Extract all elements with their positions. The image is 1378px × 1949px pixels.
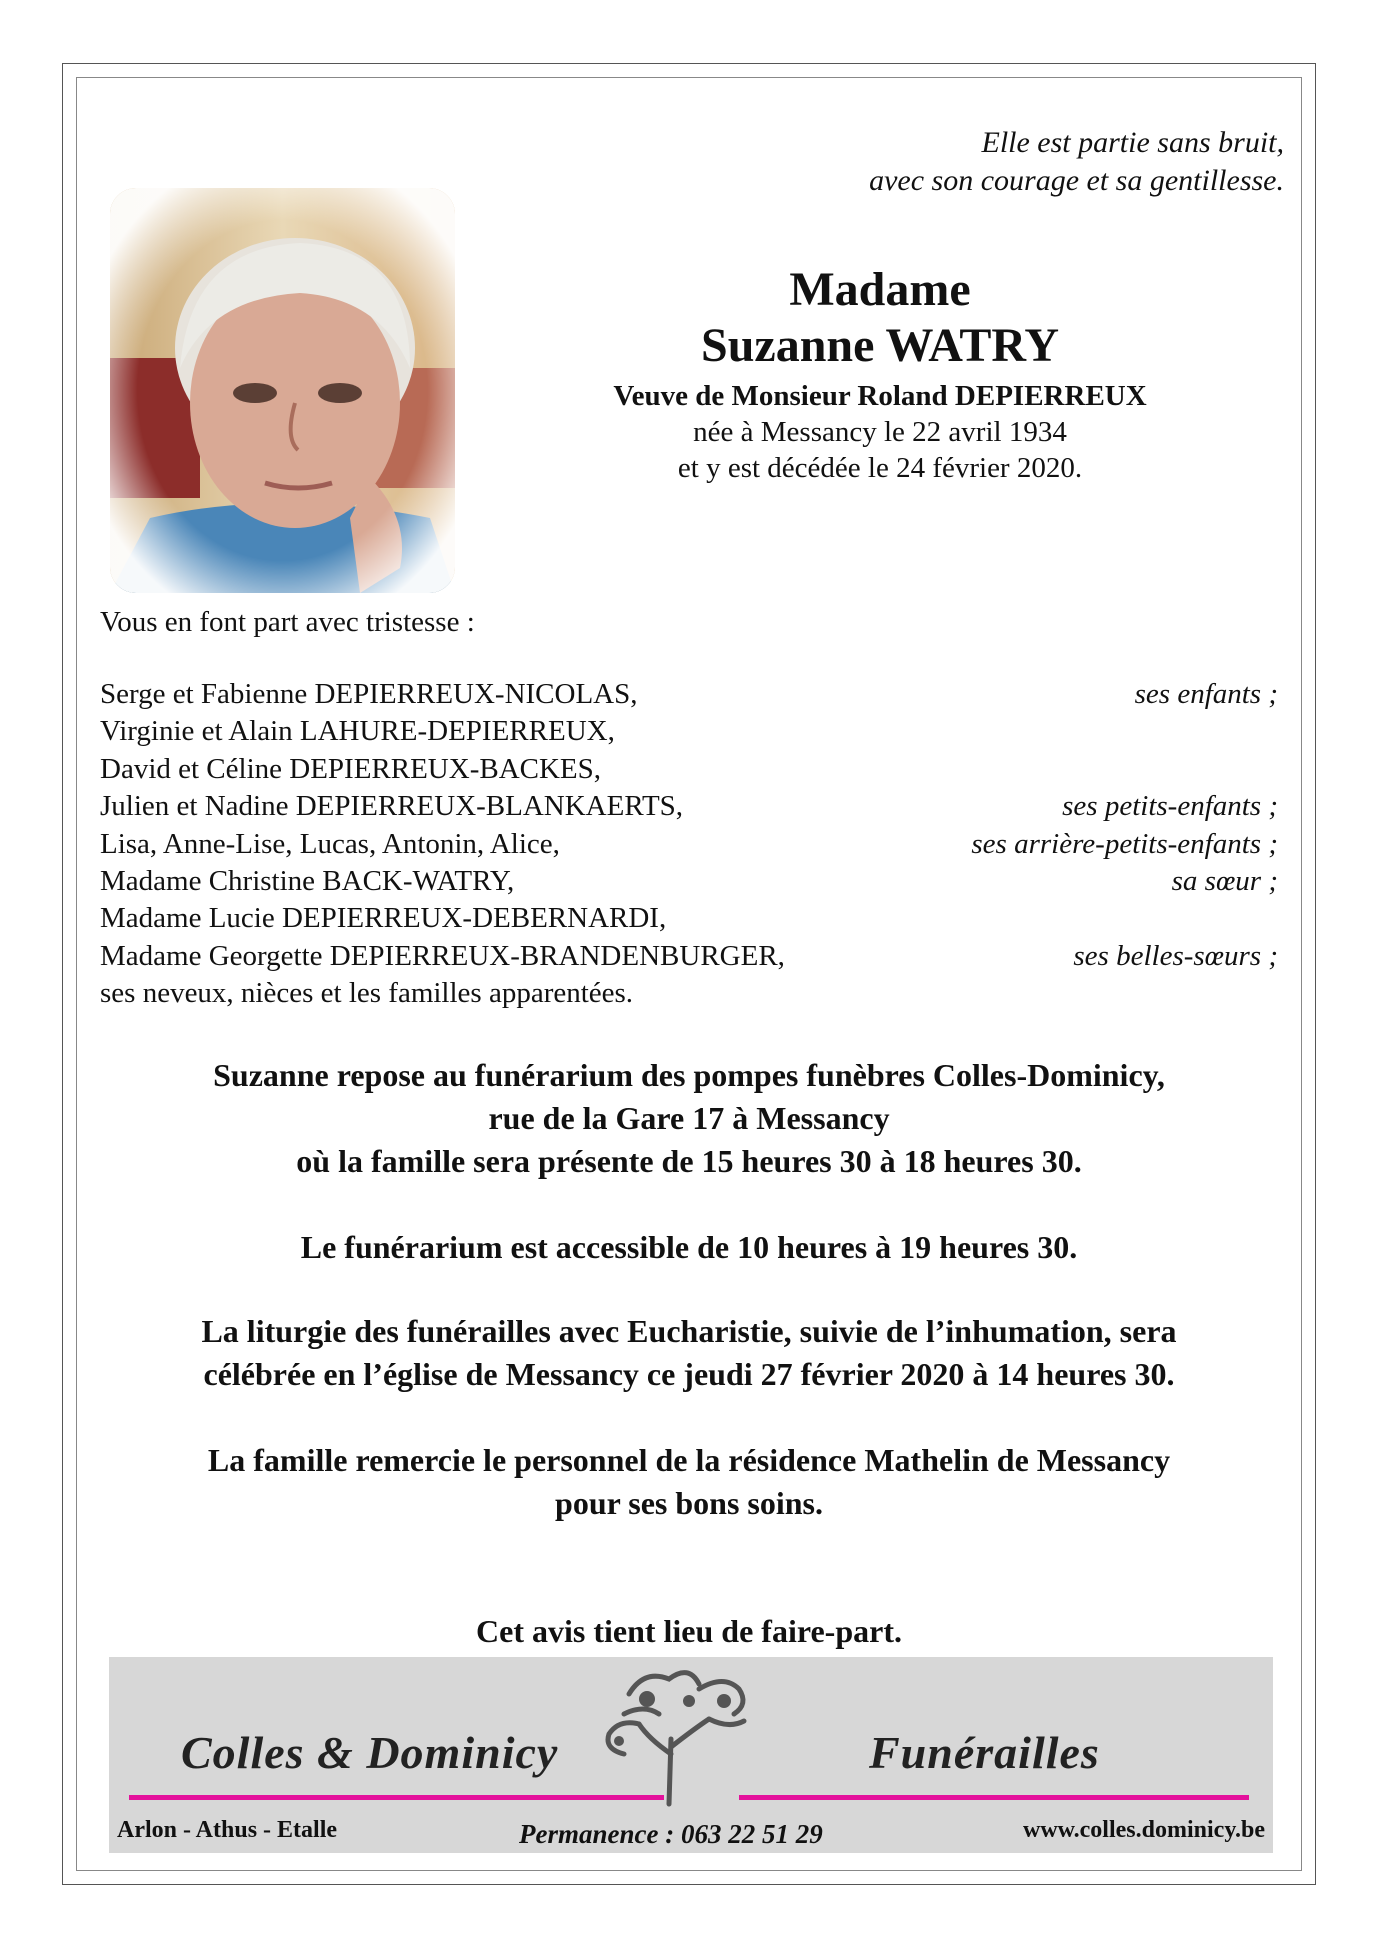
family-relation: ses enfants ; — [1134, 678, 1278, 710]
family-row — [100, 900, 1278, 937]
family-member-name: David et Céline DEPIERREUX-BACKES, — [100, 752, 602, 785]
portrait-photo — [110, 188, 455, 593]
family-row — [100, 863, 1278, 900]
rest-line-1: Suzanne repose au funérarium des pompes funèbres Colles-Dominicy, — [213, 1057, 1165, 1093]
liturgy-line-2: célébrée en l’église de Messancy ce jeudi 27 février 2020 à 14 heures 30. — [203, 1356, 1175, 1392]
website-link[interactable]: www.colles.dominicy.be — [1022, 1817, 1265, 1843]
brand-name: Colles & Dominicy — [181, 1727, 559, 1778]
family-relation: sa sœur ; — [1171, 864, 1278, 897]
family-row — [100, 788, 1278, 825]
intro-text: Vous en font part avec tristesse : — [100, 606, 475, 638]
deceased-header — [560, 262, 1200, 486]
widow-of: Veuve de Monsieur Roland DEPIERREUX — [613, 380, 1147, 412]
family-relation: ses petits-enfants ; — [1062, 790, 1278, 823]
tree-icon — [599, 1659, 759, 1809]
rest-announcement — [80, 1054, 1298, 1183]
rest-line-3: où la famille sera présente de 15 heures 30 à 18 heures 30. — [296, 1143, 1082, 1179]
family-member-name: Virginie et Alain LAHURE-DEPIERREUX, — [100, 715, 615, 748]
deceased-title: Madame — [789, 263, 971, 316]
epigraph-line-1: Elle est partie sans bruit, — [981, 126, 1284, 159]
family-row — [100, 826, 1278, 863]
family-row — [100, 751, 1278, 788]
deceased-name: Suzanne WATRY — [701, 319, 1059, 372]
funeral-home-footer — [109, 1657, 1273, 1853]
accent-line-right — [739, 1795, 1249, 1800]
family-member-name: Madame Georgette DEPIERREUX-BRANDENBURGER, — [100, 939, 785, 972]
cities: Arlon - Athus - Etalle — [117, 1817, 338, 1843]
thanks-announcement — [80, 1439, 1298, 1525]
rest-line-2: rue de la Gare 17 à Messancy — [488, 1100, 890, 1136]
family-relation: ses belles-sœurs ; — [1073, 939, 1278, 972]
family-row — [100, 676, 1278, 713]
access-hours: Le funérarium est accessible de 10 heures à 19 heures 30. — [300, 1229, 1078, 1265]
family-member-name: Julien et Nadine DEPIERREUX-BLANKAERTS, — [100, 790, 684, 823]
family-row — [100, 938, 1278, 975]
birth-info: née à Messancy le 22 avril 1934 — [693, 416, 1067, 448]
permanence-phone: Permanence : 063 22 51 29 — [519, 1819, 823, 1849]
thanks-line-1: La famille remercie le personnel de la résidence Mathelin de Messancy — [207, 1442, 1171, 1478]
family-member-name: Serge et Fabienne DEPIERREUX-NICOLAS, — [100, 678, 638, 710]
family-member-name: Madame Lucie DEPIERREUX-DEBERNARDI, — [100, 902, 667, 935]
brand-service: Funérailles — [869, 1727, 1100, 1778]
family-row — [100, 975, 1278, 1012]
family-relation: ses arrière-petits-enfants ; — [971, 827, 1278, 860]
family-member-name: Lisa, Anne-Lise, Lucas, Antonin, Alice, — [100, 827, 560, 860]
family-member-name: Madame Christine BACK-WATRY, — [100, 864, 515, 897]
accent-line-left — [129, 1795, 664, 1800]
liturgy-line-1: La liturgie des funérailles avec Eucharistie, suivie de l’inhumation, sera — [201, 1313, 1177, 1349]
thanks-line-2: pour ses bons soins. — [555, 1485, 823, 1521]
epigraph — [869, 124, 1284, 200]
family-member-name: ses neveux, nièces et les familles apparentées. — [100, 977, 634, 1010]
death-info: et y est décédée le 24 février 2020. — [677, 452, 1083, 484]
epigraph-line-2: avec son courage et sa gentillesse. — [869, 164, 1284, 197]
family-list — [100, 676, 1278, 1013]
notice-text: Cet avis tient lieu de faire-part. — [476, 1613, 902, 1649]
family-row — [100, 713, 1278, 750]
liturgy-announcement — [80, 1310, 1298, 1396]
